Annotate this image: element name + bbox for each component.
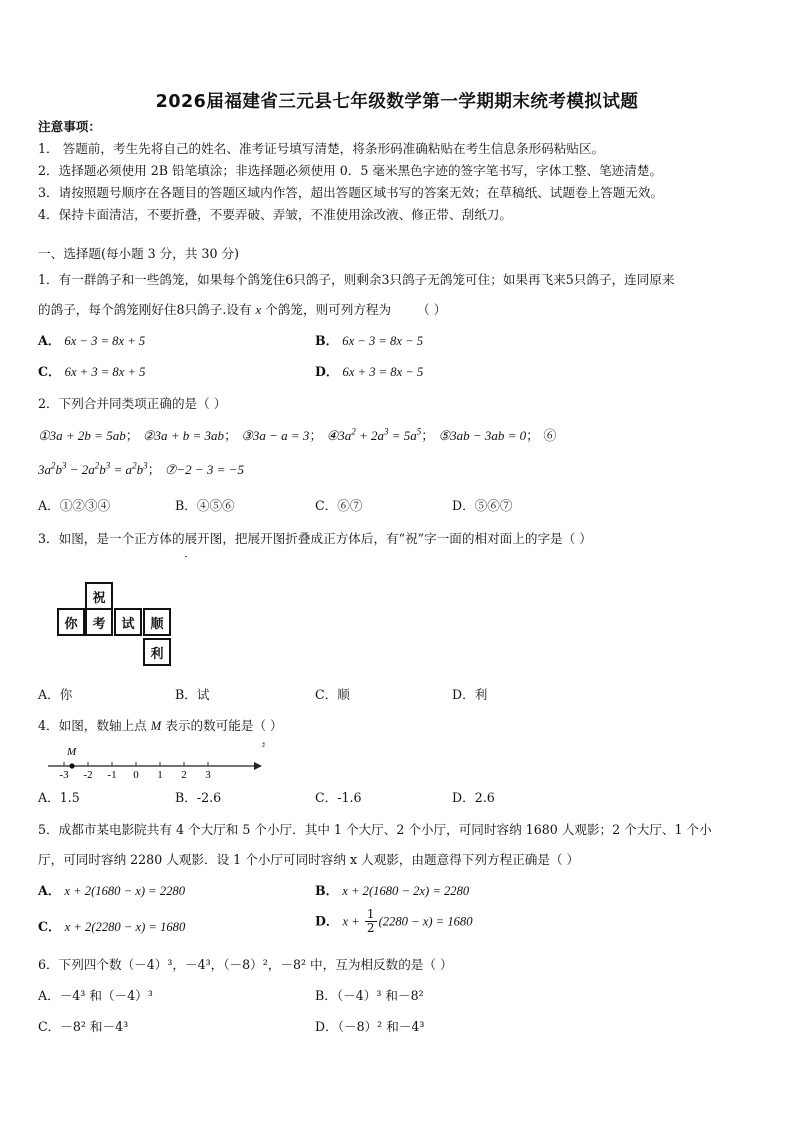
q4-stem [38, 718, 283, 734]
q4-stem-text-b: 表示的数可能是（ ） [165, 718, 283, 733]
q2-option-b[interactable]: B．④⑤⑥ [175, 498, 235, 513]
q1-stem-line1: 1．有一群鸽子和一些鸽笼，如果每个鸽笼住6只鸽子，则剩余3只鸽子无鸽笼可住；如果再飞来5只鸽子，连同原来 [38, 272, 675, 287]
notice-item-4: 4．保持卡面清洁，不要折叠，不要弄破、弄皱，不准使用涂改液、修正带、刮纸刀。 [38, 207, 512, 222]
q6-option-b[interactable]: B．（－4）³ 和－8² [315, 988, 424, 1003]
page-title: 2026届福建省三元县七年级数学第一学期期末统考模拟试题 [155, 92, 639, 112]
q2-item-6-marker: ⑥ [543, 429, 557, 444]
q1-stem-text-a: 的鸽子，每个鸽笼刚好住8只鸽子.设有 [38, 302, 252, 317]
q2-item-7: ⑦−2 − 3 = −5 [164, 462, 244, 477]
q5-option-d-fraction: $\frac{1}{2}$ [366, 907, 375, 935]
point-m-label: M [67, 746, 77, 758]
scan-mark [185, 556, 187, 557]
q6-option-c[interactable]: C．－8² 和－4³ [38, 1019, 129, 1034]
number-line-ticks [59, 762, 211, 781]
q1-option-b[interactable] [315, 333, 423, 349]
notice-item-3: 3．请按照题号顺序在各题目的答题区域内作答，超出答题区域书写的答案无效；在草稿纸、试题卷上答题无效。 [38, 185, 664, 200]
tick-label: -2 [83, 769, 93, 781]
q6-stem: 6．下列四个数（－4）³，－4³，（－8）²，－8² 中，互为相反数的是（ ） [38, 957, 453, 972]
q5-option-a-label: A． [38, 883, 61, 898]
cube-net-face-kao: 考 [85, 608, 113, 636]
q4-option-a[interactable]: A．1.5 [38, 790, 80, 805]
q1-option-c-expr: 6x + 3 = 8x + 5 [64, 365, 146, 379]
tick-label: 1 [157, 769, 163, 781]
q1-option-c-label: C． [38, 364, 61, 379]
q2-item-6: $3a^2b^3 - 2a^2b^3 = a^2b^3$ [38, 460, 148, 477]
q1-option-b-expr: 6x − 3 = 8x − 5 [342, 334, 424, 348]
number-line-arrow [254, 762, 262, 770]
q6-option-a[interactable]: A．－4³ 和（－4）³ [38, 988, 153, 1003]
q5-option-b[interactable] [315, 883, 469, 899]
q1-option-a[interactable] [38, 333, 145, 349]
q2-option-a[interactable]: A．①②③④ [38, 498, 111, 513]
q2-items-line1 [38, 428, 556, 445]
cube-net-face-shi: 试 [114, 608, 142, 636]
q4-stem-text-a: 4．如图，数轴上点 [38, 718, 147, 733]
q2-separator: ； [421, 429, 435, 444]
tick-label: 3 [205, 769, 211, 781]
q1-option-c[interactable] [38, 364, 145, 380]
q2-item-5: ⑤3ab − 3ab = 0 [438, 428, 527, 443]
q2-item-4: $④3a^2 + 2a^3 = 5a^5$ [326, 426, 422, 443]
q1-option-d-expr: 6x + 3 = 8x − 5 [342, 365, 424, 379]
q2-separator: ； [125, 429, 139, 444]
q2-stem: 2．下列合并同类项正确的是（ ） [38, 396, 227, 411]
tick-label: 2 [181, 769, 187, 781]
q5-option-d-label: D． [315, 913, 339, 929]
q2-items-line2 [38, 462, 244, 479]
q4-point-name: M [150, 719, 162, 733]
q5-option-a-expr: x + 2(1680 − x) = 2280 [64, 884, 186, 898]
q1-stem-line2 [38, 302, 446, 318]
notice-heading: 注意事项： [38, 119, 101, 134]
cube-net-face-ni: 你 [57, 608, 85, 636]
arrow-mark: ž [262, 742, 266, 749]
q5-stem-line2: 厅，可同时容纳 2280 人观影．设 1 个小厅可同时容纳 x 人观影，由题意得下列方程正确是（ ） [38, 852, 580, 867]
q2-option-d[interactable]: D．⑤⑥⑦ [452, 498, 513, 513]
q2-separator: ； [224, 429, 238, 444]
q4-option-c[interactable]: C．-1.6 [315, 790, 362, 805]
q6-option-d[interactable]: D．（－8）² 和－4³ [315, 1019, 425, 1034]
notice-item-2: 2．选择题必须使用 2B 铅笔填涂；非选择题必须使用 0．5 毫米黑色字迹的签字笔书写，字体工整、笔迹清楚。 [38, 163, 663, 178]
q2-separator: ； [309, 429, 323, 444]
q5-option-d-expr-pre: x + [342, 914, 363, 929]
q1-option-d[interactable] [315, 364, 423, 380]
q2-item-1: ①3a + 2b = 5ab [38, 428, 126, 443]
q3-option-a[interactable]: A．你 [38, 687, 73, 702]
q1-option-b-label: B． [315, 333, 339, 348]
point-m-dot [69, 763, 74, 768]
q2-option-c[interactable]: C．⑥⑦ [315, 498, 363, 513]
q1-option-a-label: A． [38, 333, 61, 348]
q2-separator: ； [147, 463, 161, 478]
q3-option-c[interactable]: C．顺 [315, 687, 350, 702]
q2-item-3: ③3a − a = 3 [241, 428, 310, 443]
cube-net-face-shun: 顺 [143, 608, 171, 636]
q5-option-c[interactable] [38, 919, 185, 935]
section-heading: 一、选择题(每小题 3 分，共 30 分) [38, 246, 240, 261]
q5-option-d-expr-post: (2280 − x) = 1680 [378, 914, 473, 929]
q1-option-a-expr: 6x − 3 = 8x + 5 [64, 334, 146, 348]
q1-answer-paren: （ ） [417, 302, 447, 317]
tick-label: -1 [107, 769, 117, 781]
cube-net-face-li: 利 [143, 638, 171, 666]
number-line-figure [40, 740, 270, 782]
q1-stem-text-b: 个鸽笼，则可列方程为 [265, 302, 392, 317]
notice-item-1: 1． 答题前，考生先将自己的姓名、准考证号填写清楚，将条形码准确粘贴在考生信息条形码粘贴区。 [38, 141, 605, 156]
q2-item-2: ②3a + b = 3ab [142, 428, 225, 443]
q3-stem: 3．如图，是一个正方体的展开图，把展开图折叠成正方体后，有“祝”字一面的相对面上的字是（ ） [38, 531, 592, 546]
tick-label: 0 [133, 769, 139, 781]
cube-net-face-zhu: 祝 [85, 582, 113, 610]
q5-option-c-expr: x + 2(2280 − x) = 1680 [64, 920, 186, 934]
q4-option-b[interactable]: B．-2.6 [175, 790, 222, 805]
q5-option-d[interactable] [315, 908, 473, 935]
q5-option-b-expr: x + 2(1680 − 2x) = 2280 [342, 884, 470, 898]
q1-option-d-label: D． [315, 364, 339, 379]
q1-variable: x [255, 303, 262, 317]
q5-stem-line1: 5．成都市某电影院共有 4 个大厅和 5 个小厅．其中 1 个大厅、2 个小厅，可同时容纳 1680 人观影；2 个大厅、1 个小 [38, 822, 712, 837]
q5-option-b-label: B． [315, 883, 339, 898]
q2-separator: ； [526, 429, 540, 444]
tick-label: -3 [59, 769, 69, 781]
q5-option-c-label: C． [38, 919, 61, 934]
q4-option-d[interactable]: D．2.6 [452, 790, 495, 805]
q3-option-b[interactable]: B．试 [175, 687, 210, 702]
q3-option-d[interactable]: D．利 [452, 687, 488, 702]
q5-option-a[interactable] [38, 883, 185, 899]
